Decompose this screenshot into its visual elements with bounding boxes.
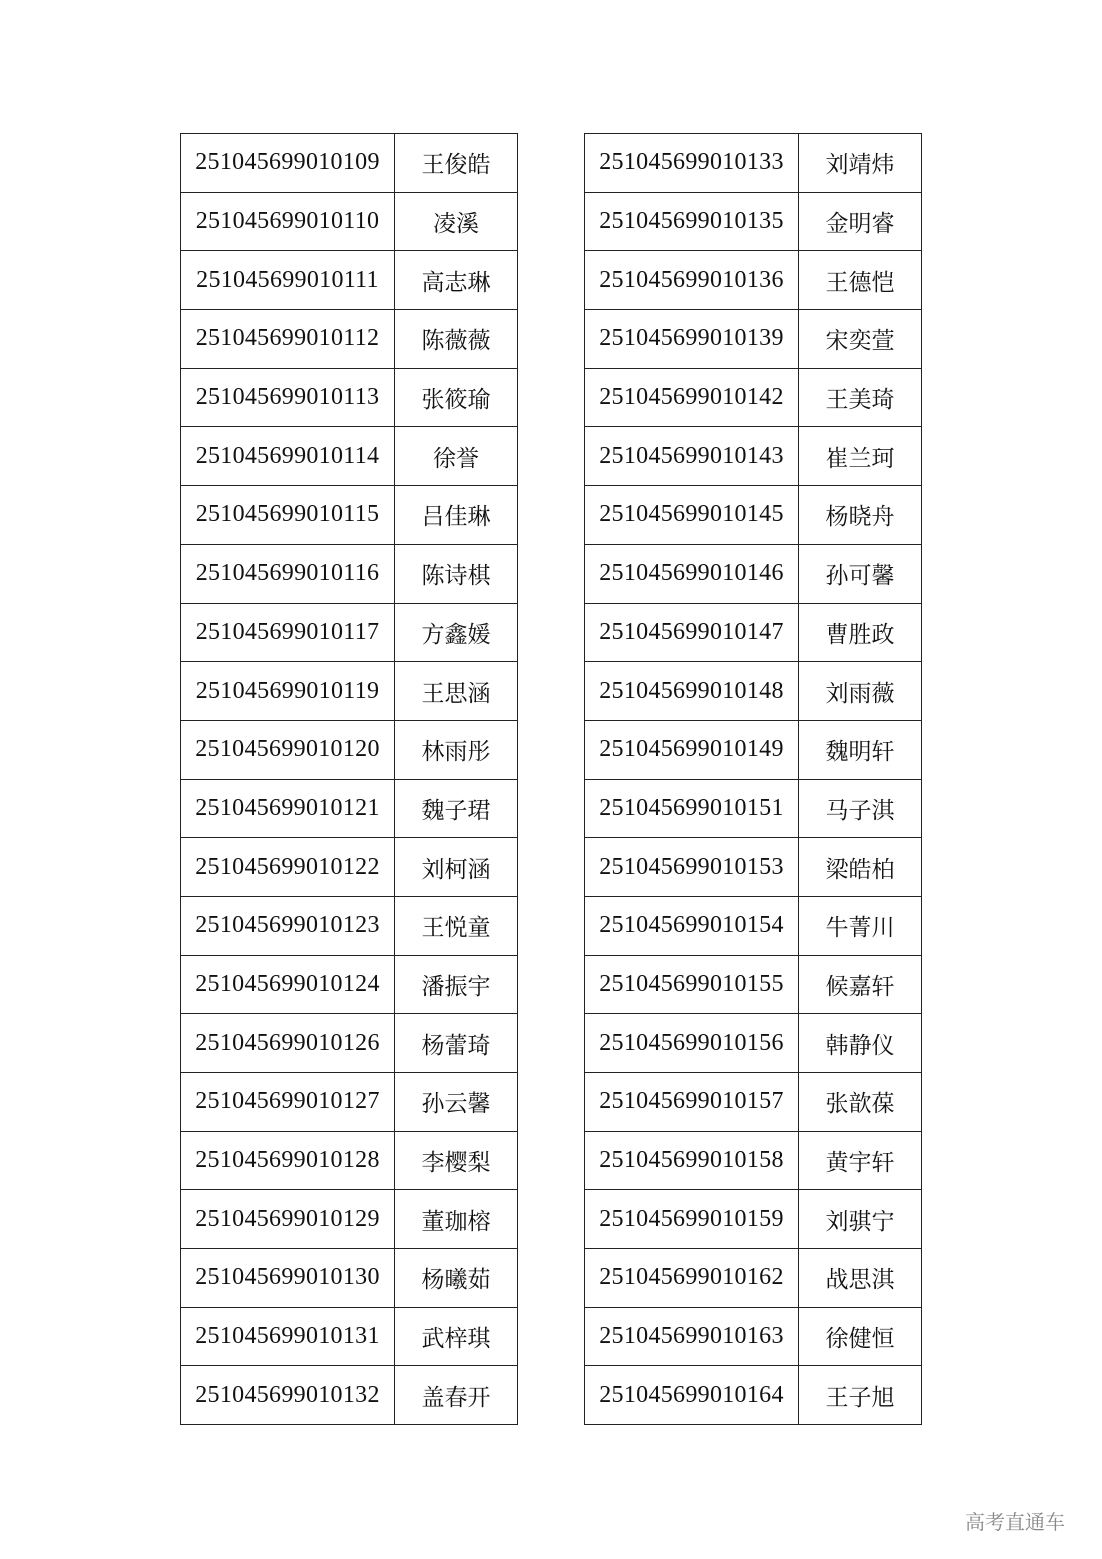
student-id-cell: 251045699010126 bbox=[181, 1014, 395, 1073]
student-id-cell: 251045699010145 bbox=[585, 486, 799, 545]
table-row bbox=[585, 1249, 922, 1308]
student-id-cell: 251045699010113 bbox=[181, 368, 395, 427]
table-row bbox=[181, 662, 518, 721]
table-row bbox=[585, 251, 922, 310]
student-name-cell: 张筱瑜 bbox=[395, 368, 518, 427]
student-name-cell: 崔兰珂 bbox=[799, 427, 922, 486]
table-row bbox=[585, 134, 922, 193]
student-name-cell: 王俊皓 bbox=[395, 134, 518, 193]
student-name-cell: 方鑫媛 bbox=[395, 603, 518, 662]
table-row bbox=[181, 1014, 518, 1073]
student-name-cell: 刘靖炜 bbox=[799, 134, 922, 193]
table-row bbox=[585, 896, 922, 955]
student-name-cell: 黄宇轩 bbox=[799, 1131, 922, 1190]
student-name-cell: 王美琦 bbox=[799, 368, 922, 427]
student-id-cell: 251045699010153 bbox=[585, 838, 799, 897]
table-row bbox=[585, 1073, 922, 1132]
table-row bbox=[181, 1307, 518, 1366]
table-row bbox=[181, 1073, 518, 1132]
student-id-cell: 251045699010119 bbox=[181, 662, 395, 721]
table-row bbox=[585, 427, 922, 486]
roster-table-right bbox=[584, 133, 922, 1425]
student-id-cell: 251045699010129 bbox=[181, 1190, 395, 1249]
table-row bbox=[585, 1014, 922, 1073]
student-id-cell: 251045699010136 bbox=[585, 251, 799, 310]
student-name-cell: 张歆葆 bbox=[799, 1073, 922, 1132]
student-name-cell: 金明睿 bbox=[799, 192, 922, 251]
student-id-cell: 251045699010116 bbox=[181, 544, 395, 603]
student-id-cell: 251045699010128 bbox=[181, 1131, 395, 1190]
student-name-cell: 韩静仪 bbox=[799, 1014, 922, 1073]
student-id-cell: 251045699010156 bbox=[585, 1014, 799, 1073]
table-row bbox=[181, 486, 518, 545]
table-row bbox=[181, 1366, 518, 1425]
student-id-cell: 251045699010123 bbox=[181, 896, 395, 955]
table-row bbox=[585, 662, 922, 721]
student-name-cell: 杨曦茹 bbox=[395, 1249, 518, 1308]
table-row bbox=[181, 1249, 518, 1308]
student-id-cell: 251045699010155 bbox=[585, 955, 799, 1014]
student-id-cell: 251045699010135 bbox=[585, 192, 799, 251]
student-id-cell: 251045699010147 bbox=[585, 603, 799, 662]
student-name-cell: 曹胜政 bbox=[799, 603, 922, 662]
table-row bbox=[181, 1131, 518, 1190]
student-id-cell: 251045699010131 bbox=[181, 1307, 395, 1366]
student-id-cell: 251045699010114 bbox=[181, 427, 395, 486]
student-name-cell: 孙云馨 bbox=[395, 1073, 518, 1132]
table-row bbox=[181, 134, 518, 193]
student-id-cell: 251045699010162 bbox=[585, 1249, 799, 1308]
student-id-cell: 251045699010124 bbox=[181, 955, 395, 1014]
student-name-cell: 陈诗棋 bbox=[395, 544, 518, 603]
student-name-cell: 王德恺 bbox=[799, 251, 922, 310]
table-row bbox=[585, 1307, 922, 1366]
table-row bbox=[585, 1366, 922, 1425]
student-id-cell: 251045699010164 bbox=[585, 1366, 799, 1425]
student-name-cell: 魏明轩 bbox=[799, 720, 922, 779]
table-row bbox=[585, 838, 922, 897]
table-row bbox=[585, 720, 922, 779]
table-row bbox=[181, 310, 518, 369]
student-name-cell: 徐誉 bbox=[395, 427, 518, 486]
student-name-cell: 凌溪 bbox=[395, 192, 518, 251]
student-name-cell: 潘振宇 bbox=[395, 955, 518, 1014]
student-id-cell: 251045699010112 bbox=[181, 310, 395, 369]
table-row bbox=[181, 544, 518, 603]
student-name-cell: 李樱梨 bbox=[395, 1131, 518, 1190]
student-id-cell: 251045699010148 bbox=[585, 662, 799, 721]
student-id-cell: 251045699010121 bbox=[181, 779, 395, 838]
student-name-cell: 王子旭 bbox=[799, 1366, 922, 1425]
student-name-cell: 杨蕾琦 bbox=[395, 1014, 518, 1073]
student-name-cell: 盖春开 bbox=[395, 1366, 518, 1425]
student-name-cell: 魏子珺 bbox=[395, 779, 518, 838]
table-row bbox=[585, 544, 922, 603]
table-row bbox=[181, 603, 518, 662]
student-id-cell: 251045699010154 bbox=[585, 896, 799, 955]
student-id-cell: 251045699010151 bbox=[585, 779, 799, 838]
student-id-cell: 251045699010149 bbox=[585, 720, 799, 779]
student-name-cell: 宋奕萱 bbox=[799, 310, 922, 369]
student-id-cell: 251045699010115 bbox=[181, 486, 395, 545]
table-row bbox=[181, 1190, 518, 1249]
student-id-cell: 251045699010120 bbox=[181, 720, 395, 779]
table-row bbox=[181, 251, 518, 310]
watermark: 高考直通车 bbox=[965, 1510, 1065, 1534]
student-name-cell: 林雨彤 bbox=[395, 720, 518, 779]
student-name-cell: 马子淇 bbox=[799, 779, 922, 838]
student-name-cell: 刘柯涵 bbox=[395, 838, 518, 897]
student-name-cell: 王悦童 bbox=[395, 896, 518, 955]
table-row bbox=[181, 779, 518, 838]
student-name-cell: 陈薇薇 bbox=[395, 310, 518, 369]
student-id-cell: 251045699010127 bbox=[181, 1073, 395, 1132]
table-row bbox=[585, 603, 922, 662]
student-name-cell: 孙可馨 bbox=[799, 544, 922, 603]
student-name-cell: 武梓琪 bbox=[395, 1307, 518, 1366]
student-id-cell: 251045699010111 bbox=[181, 251, 395, 310]
student-id-cell: 251045699010109 bbox=[181, 134, 395, 193]
table-row bbox=[181, 192, 518, 251]
table-row bbox=[181, 838, 518, 897]
student-name-cell: 刘雨薇 bbox=[799, 662, 922, 721]
table-row bbox=[181, 955, 518, 1014]
table-row bbox=[585, 1131, 922, 1190]
student-id-cell: 251045699010117 bbox=[181, 603, 395, 662]
table-row bbox=[181, 368, 518, 427]
student-id-cell: 251045699010159 bbox=[585, 1190, 799, 1249]
table-row bbox=[585, 779, 922, 838]
table-row bbox=[181, 720, 518, 779]
student-id-cell: 251045699010132 bbox=[181, 1366, 395, 1425]
table-row bbox=[585, 486, 922, 545]
student-name-cell: 王思涵 bbox=[395, 662, 518, 721]
student-id-cell: 251045699010143 bbox=[585, 427, 799, 486]
student-name-cell: 刘骐宁 bbox=[799, 1190, 922, 1249]
student-name-cell: 战思淇 bbox=[799, 1249, 922, 1308]
student-name-cell: 徐健恒 bbox=[799, 1307, 922, 1366]
student-name-cell: 候嘉轩 bbox=[799, 955, 922, 1014]
student-id-cell: 251045699010158 bbox=[585, 1131, 799, 1190]
student-name-cell: 牛菁川 bbox=[799, 896, 922, 955]
roster-table-left bbox=[180, 133, 518, 1425]
student-id-cell: 251045699010122 bbox=[181, 838, 395, 897]
student-id-cell: 251045699010139 bbox=[585, 310, 799, 369]
student-name-cell: 杨晓舟 bbox=[799, 486, 922, 545]
table-row bbox=[585, 1190, 922, 1249]
student-id-cell: 251045699010130 bbox=[181, 1249, 395, 1308]
student-name-cell: 吕佳琳 bbox=[395, 486, 518, 545]
table-row bbox=[585, 368, 922, 427]
table-row bbox=[181, 896, 518, 955]
student-name-cell: 梁皓柏 bbox=[799, 838, 922, 897]
table-row bbox=[585, 955, 922, 1014]
student-name-cell: 董珈榕 bbox=[395, 1190, 518, 1249]
table-row bbox=[181, 427, 518, 486]
student-id-cell: 251045699010133 bbox=[585, 134, 799, 193]
table-row bbox=[585, 192, 922, 251]
student-id-cell: 251045699010146 bbox=[585, 544, 799, 603]
student-id-cell: 251045699010157 bbox=[585, 1073, 799, 1132]
student-id-cell: 251045699010163 bbox=[585, 1307, 799, 1366]
student-id-cell: 251045699010142 bbox=[585, 368, 799, 427]
student-name-cell: 高志琳 bbox=[395, 251, 518, 310]
table-row bbox=[585, 310, 922, 369]
student-id-cell: 251045699010110 bbox=[181, 192, 395, 251]
